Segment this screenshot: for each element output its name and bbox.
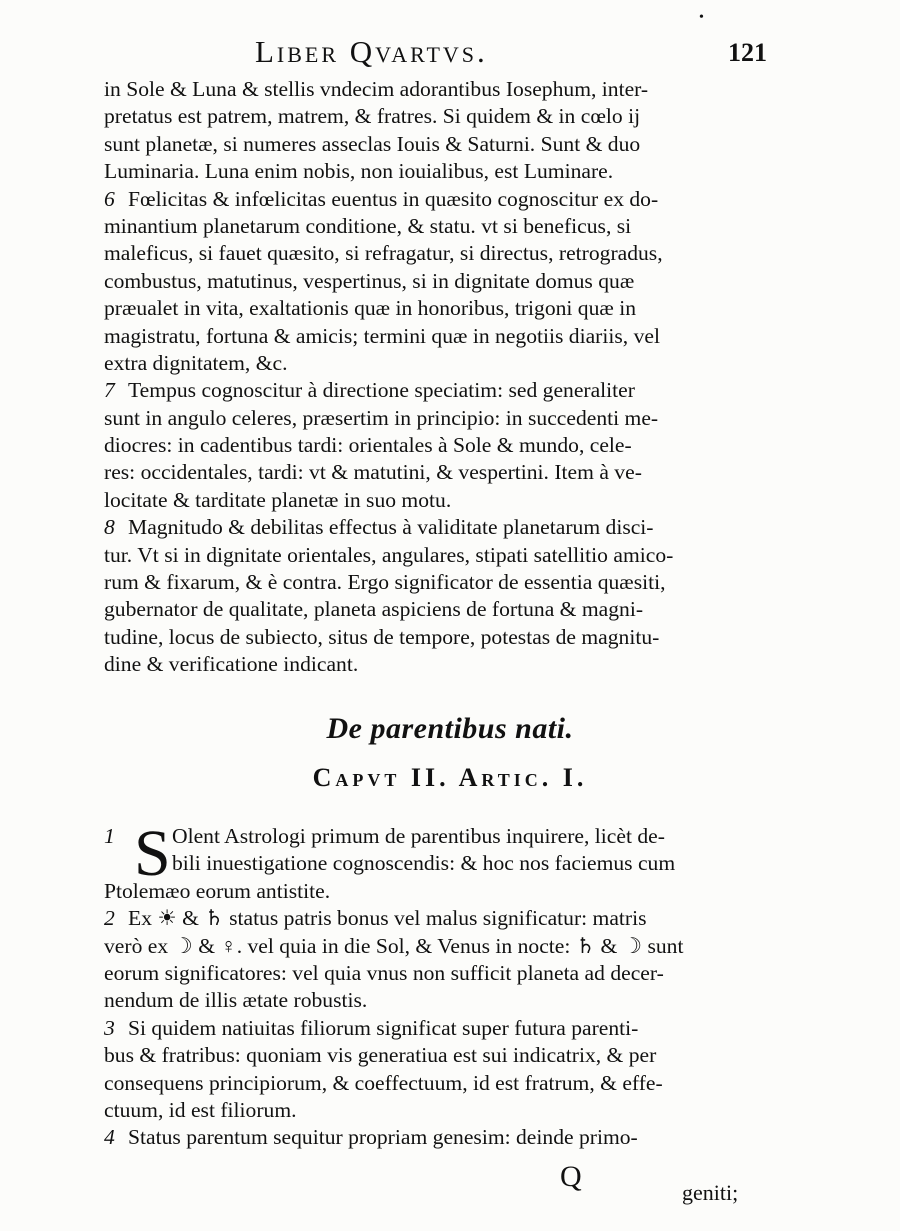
text-line: eorum significatores: vel quia vnus non sufficit planeta ad decer-	[104, 960, 664, 985]
paragraph-number: 1	[104, 824, 115, 848]
text-line: sunt in angulo celeres, præsertim in principio: in succedenti me-	[104, 405, 659, 430]
catchword: geniti;	[682, 1180, 739, 1205]
drop-capital: S	[134, 817, 171, 890]
text-line: extra dignitatem, &c.	[104, 350, 288, 375]
section-title: De parentibus nati.	[326, 712, 574, 745]
text-line: sunt planetæ, si numeres asseclas Iouis & Saturni. Sunt & duo	[104, 131, 641, 156]
text-line: diocres: in cadentibus tardi: orientales à Sole & mundo, cele-	[104, 433, 632, 458]
paragraph-number: 3	[104, 1015, 115, 1040]
text-line: præualet in vita, exaltationis quæ in honoribus, trigoni quæ in	[104, 296, 636, 321]
text-line: bus & fratribus: quoniam vis generatiua est sui indicatrix, & per	[104, 1043, 657, 1068]
text-line: gubernator de qualitate, planeta aspiciens de fortuna & magni-	[104, 597, 644, 622]
text-block-upper	[104, 76, 772, 679]
text-line: ctuum, id est filiorum.	[104, 1097, 297, 1122]
paragraph-number: 4	[104, 1125, 115, 1150]
paragraph-7-line: 7 Tempus cognoscitur à directione speciatim: sed generaliter	[104, 377, 772, 404]
text-line: tudine, locus de subiecto, situs de tempore, potestas de magnitu-	[104, 624, 660, 649]
paragraph-number: 6	[104, 186, 115, 211]
signature-mark: Q	[560, 1160, 582, 1193]
paragraph-1	[104, 817, 772, 905]
text-line: Olent Astrologi primum de parentibus inquirere, licèt de-	[172, 824, 665, 848]
text-line: Ptolemæo eorum antistite.	[104, 878, 331, 903]
text-line: verò ex ☽ & ♀. vel quia in die Sol, & Venus in nocte: ♄ & ☽ sunt	[104, 933, 684, 958]
text-line: bili inuestigatione cognoscendis: & hoc nos faciemus cum	[172, 851, 676, 876]
ink-speck: •	[699, 10, 704, 25]
text-line: magistratu, fortuna & amicis; termini quæ in negotiis diariis, vel	[104, 323, 660, 348]
page-number: 121	[728, 38, 767, 67]
paragraph-2-line: 2 Ex ☀ & ♄ status patris bonus vel malus significatur: matris	[104, 905, 772, 932]
text-line: Luminaria. Luna enim nobis, non iouialibus, est Luminare.	[104, 159, 614, 184]
paragraph-3-line: 3 Si quidem natiuitas filiorum significat super futura parenti-	[104, 1015, 772, 1042]
text-line: maleficus, si fauet quæsito, si refragatur, si directus, retrogradus,	[104, 241, 663, 266]
text-line: tur. Vt si in dignitate orientales, angulares, stipati satellitio amico-	[104, 542, 674, 567]
paragraph-8-line: 8 Magnitudo & debilitas effectus à validitate planetarum disci-	[104, 514, 772, 541]
text-line: nendum de illis ætate robustis.	[104, 988, 368, 1013]
paragraph-4-line: 4 Status parentum sequitur propriam genesim: deinde primo-	[104, 1124, 772, 1151]
paragraph-number: 2	[104, 906, 115, 931]
text-block-lower	[104, 817, 772, 1152]
text-line: minantium planetarum conditione, & statu. vt si beneficus, si	[104, 213, 632, 238]
text-line: in Sole & Luna & stellis vndecim adorantibus Iosephum, inter-	[104, 77, 649, 101]
text-line: dine & verificatione indicant.	[104, 652, 359, 677]
text-line: locitate & tarditate planetæ in suo motu.	[104, 487, 452, 512]
text-line: consequens principiorum, & coeffectuum, id est fratrum, & effe-	[104, 1070, 663, 1095]
paragraph-6-line: 6 Fœlicitas & infœlicitas euentus in quæsito cognoscitur ex do-	[104, 186, 772, 213]
text-line: combustus, matutinus, vespertinus, si in dignitate domus quæ	[104, 268, 635, 293]
running-title: Liber Qvartvs.	[255, 34, 488, 69]
text-line: pretatus est patrem, matrem, & fratres. Si quidem & in cœlo ij	[104, 104, 641, 129]
paragraph-number: 7	[104, 378, 115, 403]
paragraph-number: 8	[104, 515, 115, 540]
running-header	[0, 32, 900, 72]
text-line: rum & fixarum, & è contra. Ergo significator de essentia quæsiti,	[104, 570, 666, 595]
text-line: res: occidentales, tardi: vt & matutini, & vespertini. Item à ve-	[104, 460, 642, 485]
chapter-heading: Capvt II. Artic. I.	[312, 763, 588, 792]
